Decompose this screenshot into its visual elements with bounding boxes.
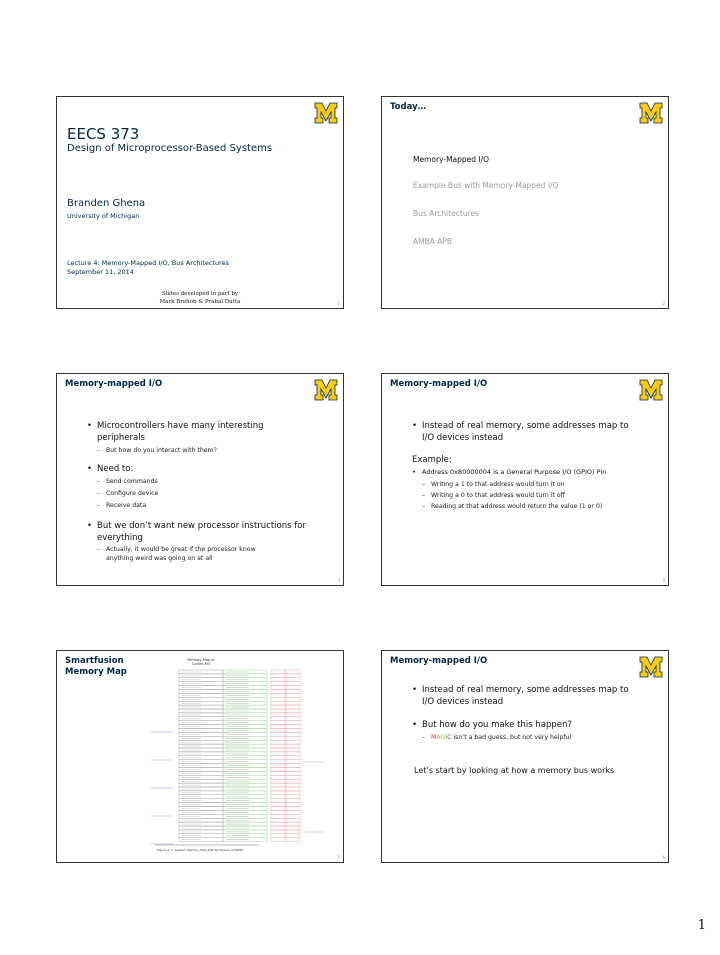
memory-region-block xyxy=(271,717,285,721)
block-m-logo-icon xyxy=(314,379,338,401)
slide-2-agenda xyxy=(381,96,669,309)
memory-region-block xyxy=(286,834,300,838)
memory-region-block xyxy=(286,697,300,701)
slide-header-line: Memory Map xyxy=(65,667,127,677)
magic-letter: A xyxy=(436,734,441,741)
memory-region-block xyxy=(286,795,300,799)
affiliation: University of Michigan xyxy=(67,212,140,220)
memory-region-block xyxy=(286,748,300,752)
slide-3-memory-mapped-io xyxy=(56,373,344,586)
slide-number: 6 xyxy=(662,855,665,860)
slide-6-memory-mapped-io xyxy=(381,650,669,863)
memory-region-block xyxy=(271,787,285,791)
memory-region-block xyxy=(271,783,285,787)
credit-line-2: Mark Brehob & Prabal Dutta xyxy=(159,299,241,305)
slide-5-smartfusion-memory-map xyxy=(56,650,344,863)
bullet: • Need to: xyxy=(87,463,133,475)
memory-region-block xyxy=(286,826,300,830)
memory-region-block xyxy=(271,736,285,740)
memory-region-block xyxy=(271,725,285,729)
memory-region-block xyxy=(271,822,285,826)
course-subtitle: Design of Microprocessor-Based Systems xyxy=(67,143,273,154)
memory-region-block xyxy=(271,752,285,756)
memory-region-block xyxy=(271,670,285,674)
memory-region-block xyxy=(286,791,300,795)
memory-region-block xyxy=(286,775,300,779)
bullet-text: Instead of real memory, some addresses map to xyxy=(422,685,629,695)
memory-region-block xyxy=(286,725,300,729)
bullet-text: Instead of real memory, some addresses map to xyxy=(422,421,629,431)
memory-region-block xyxy=(286,783,300,787)
sub-bullet: – But how do you interact with them? xyxy=(97,446,217,455)
memory-region-block xyxy=(286,787,300,791)
sub-bullet-text: anything weird was going on at all xyxy=(106,555,213,562)
sub-bullet: – Send commands xyxy=(97,477,158,486)
memory-region-block xyxy=(286,838,300,842)
memory-region-block xyxy=(271,701,285,705)
lecture-date: September 11, 2014 xyxy=(67,268,134,276)
memory-region-block xyxy=(286,760,300,764)
memory-region-block xyxy=(271,693,285,697)
memory-region-block xyxy=(286,690,300,694)
sub-bullet xyxy=(422,733,571,742)
course-title: EECS 373 xyxy=(67,125,140,143)
sub-bullet-text: isn’t a bad guess, but not very helpful xyxy=(451,734,572,741)
example-label: Example: xyxy=(412,455,452,465)
bullet-text: peripherals xyxy=(97,433,145,443)
slide-header: Today… xyxy=(390,102,427,112)
memory-region-block xyxy=(271,756,285,760)
sub-bullet: – Reading at that address would return the value (1 or 0) xyxy=(422,502,602,511)
slide-header: Memory-mapped I/O xyxy=(65,379,163,389)
agenda-item: Example Bus with Memory-Mapped I/O xyxy=(413,181,559,190)
slide-header xyxy=(65,656,127,678)
bullet xyxy=(87,520,306,544)
author-name: Branden Ghena xyxy=(67,198,146,209)
magic-letter: C xyxy=(447,734,452,741)
memory-region-block xyxy=(271,775,285,779)
memory-region-block xyxy=(271,721,285,725)
memory-region-block xyxy=(271,814,285,818)
memory-region-block xyxy=(271,807,285,811)
slide-header: Memory-mapped I/O xyxy=(390,379,488,389)
memory-region-block xyxy=(271,838,285,842)
memory-region-block xyxy=(286,822,300,826)
memory-region-block xyxy=(286,807,300,811)
credits xyxy=(57,290,343,306)
memory-region-block xyxy=(286,752,300,756)
memory-region-block xyxy=(271,682,285,686)
map-title-line: Memory Map of xyxy=(187,658,215,662)
sub-bullet: – Writing a 1 to that address would turn it on xyxy=(422,480,565,489)
magic-letter: M xyxy=(431,734,437,741)
memory-region-block xyxy=(286,729,300,733)
memory-region-block xyxy=(271,830,285,834)
block-m-logo-icon xyxy=(639,102,663,124)
block-m-logo-icon xyxy=(639,379,663,401)
lecture-title: Lecture 4: Memory-Mapped I/O, Bus Architectures xyxy=(67,259,230,267)
memory-region-block xyxy=(271,818,285,822)
memory-region-block xyxy=(271,834,285,838)
memory-region-block xyxy=(286,686,300,690)
magic-letter: G xyxy=(440,734,446,741)
bullet xyxy=(412,684,629,708)
sub-bullet: – Writing a 0 to that address would turn it off xyxy=(422,491,565,500)
memory-region-block xyxy=(271,732,285,736)
memory-region-block xyxy=(286,678,300,682)
memory-region-block xyxy=(286,810,300,814)
memory-region-block xyxy=(271,799,285,803)
memory-region-block xyxy=(286,740,300,744)
memory-region-block xyxy=(271,686,285,690)
memory-region-block xyxy=(271,764,285,768)
map-title-line: Cortex-M3 xyxy=(191,662,211,666)
memory-region-block xyxy=(286,732,300,736)
memory-region-block xyxy=(271,713,285,717)
bullet-text: Microcontrollers have many interesting xyxy=(97,421,264,431)
memory-region-block xyxy=(286,717,300,721)
memory-region-block xyxy=(286,713,300,717)
memory-region-block xyxy=(286,693,300,697)
memory-region-block xyxy=(271,760,285,764)
memory-region-block xyxy=(271,740,285,744)
memory-region-block xyxy=(286,682,300,686)
memory-region-block xyxy=(271,810,285,814)
slide-header: Memory-mapped I/O xyxy=(390,656,488,666)
memory-region-block xyxy=(271,779,285,783)
slide-header-line: Smartfusion xyxy=(65,656,124,666)
memory-region-block xyxy=(286,756,300,760)
slide-number: 2 xyxy=(662,301,665,306)
memory-region-block xyxy=(286,744,300,748)
agenda-item: AMBA APB xyxy=(413,237,453,246)
sub-bullet: – Receive data xyxy=(97,501,146,510)
sub-bullet: – Configure device xyxy=(97,489,158,498)
memory-region-block xyxy=(286,705,300,709)
memory-map-figure xyxy=(149,652,337,854)
memory-region-block xyxy=(271,709,285,713)
memory-region-block xyxy=(271,744,285,748)
memory-region-block xyxy=(271,803,285,807)
slide-number: 3 xyxy=(337,578,340,583)
memory-region-block xyxy=(271,826,285,830)
memory-region-block xyxy=(271,729,285,733)
memory-region-block xyxy=(271,748,285,752)
credit-line-1: Slides developed in part by xyxy=(162,291,238,297)
bullet: • But how do you make this happen? xyxy=(412,719,572,731)
memory-region-block xyxy=(286,771,300,775)
slide-number: 5 xyxy=(337,855,340,860)
agenda-item: Memory-Mapped I/O xyxy=(413,155,490,164)
slide-number: 4 xyxy=(662,578,665,583)
memory-region-block xyxy=(271,690,285,694)
memory-region-block xyxy=(286,721,300,725)
map-caption: Figure 2-1 · System Memory Map with 64 Kbytes of SRAM xyxy=(157,848,244,852)
memory-region-block xyxy=(286,818,300,822)
memory-region-block xyxy=(286,814,300,818)
bullet: • Address 0x80000004 is a General Purpose I/O (GPIO) Pin xyxy=(412,468,606,477)
slide-1-title xyxy=(56,96,344,309)
memory-region-block xyxy=(271,768,285,772)
memory-region-block xyxy=(271,705,285,709)
closing-line: Let’s start by looking at how a memory bus works xyxy=(414,766,615,775)
memory-region-block xyxy=(286,764,300,768)
sub-bullet-text: Actually, it would be great if the processor know xyxy=(106,546,256,553)
memory-region-block xyxy=(286,670,300,674)
memory-region-block xyxy=(271,771,285,775)
memory-region-block xyxy=(286,768,300,772)
bullet xyxy=(87,420,263,444)
memory-map-diagram xyxy=(149,652,337,854)
bullet-text: I/O devices instead xyxy=(422,697,504,707)
slide-4-memory-mapped-io xyxy=(381,373,669,586)
memory-region-block xyxy=(271,697,285,701)
memory-region-block xyxy=(286,803,300,807)
bullet xyxy=(412,420,629,444)
memory-region-block xyxy=(286,674,300,678)
block-m-logo-icon xyxy=(314,102,338,124)
memory-region-block xyxy=(286,830,300,834)
sub-bullet xyxy=(97,545,256,563)
slide-number: 1 xyxy=(337,301,340,306)
memory-region-block xyxy=(286,701,300,705)
memory-region-block xyxy=(286,709,300,713)
magic-letter: I xyxy=(445,734,448,741)
bullet-text: I/O devices instead xyxy=(422,433,504,443)
memory-region-block xyxy=(271,795,285,799)
block-m-logo-icon xyxy=(639,656,663,678)
memory-region-block xyxy=(271,674,285,678)
agenda-item: Bus Architectures xyxy=(413,209,480,218)
bullet-text: everything xyxy=(97,533,143,543)
memory-region-block xyxy=(271,678,285,682)
memory-region-block xyxy=(286,779,300,783)
page-number: 1 xyxy=(697,918,706,933)
bullet-text: But we don’t want new processor instructions for xyxy=(97,521,306,531)
memory-region-block xyxy=(286,799,300,803)
memory-region-block xyxy=(286,736,300,740)
memory-region-block xyxy=(271,791,285,795)
